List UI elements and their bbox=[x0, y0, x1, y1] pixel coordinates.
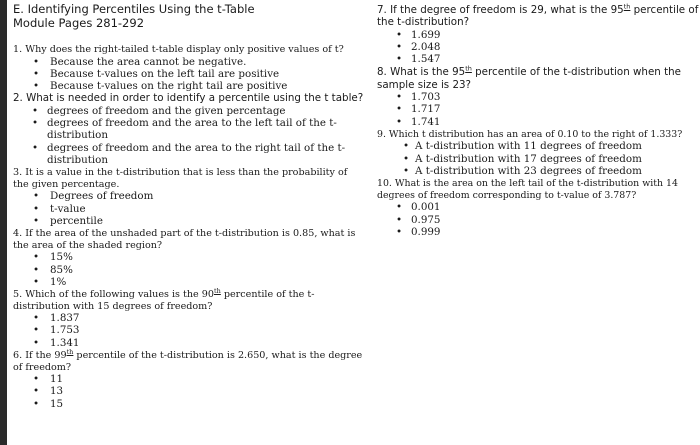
bullet-icon: • bbox=[33, 312, 40, 325]
options-list bbox=[13, 312, 365, 349]
option[interactable]: • A t-distribution with 17 degrees of freedom bbox=[403, 152, 642, 165]
bullet-icon: • bbox=[33, 214, 40, 227]
question-9 bbox=[377, 129, 700, 177]
bullet-icon: • bbox=[32, 141, 39, 154]
question-text: 4. If the area of the unshaded part of the t-distribution is 0.85, what is the area of the shaded region? bbox=[13, 228, 356, 251]
options-list bbox=[13, 105, 365, 166]
option[interactable]: • degrees of freedom and the area to the right tail of the t-distribution bbox=[32, 141, 346, 167]
option[interactable]: • A t-distribution with 23 degrees of freedom bbox=[403, 165, 642, 178]
option[interactable]: • 0.975 bbox=[396, 213, 441, 226]
bullet-icon: • bbox=[33, 80, 40, 93]
bullet-icon: • bbox=[396, 91, 403, 104]
question-text: 10. What is the area on the left tail of the t-distribution with 14 degrees of freedom corresponding to t-value of 3.787? bbox=[377, 178, 678, 201]
option[interactable]: • 1.703 bbox=[396, 91, 441, 104]
option[interactable]: • degrees of freedom and the area to the left tail of the t-distribution bbox=[32, 117, 337, 142]
option[interactable]: • degrees of freedom and the given percentage bbox=[32, 104, 286, 117]
option[interactable]: • 1.341 bbox=[33, 336, 80, 349]
bullet-icon: • bbox=[33, 324, 40, 337]
left-edge-bar bbox=[0, 0, 7, 445]
option[interactable]: • 1.837 bbox=[33, 312, 80, 325]
option[interactable]: • Because t-values on the right tail are positive bbox=[33, 80, 288, 93]
bullet-icon: • bbox=[33, 67, 40, 80]
question-2 bbox=[13, 93, 365, 166]
question-5 bbox=[13, 286, 365, 349]
question-text: 9. Which t distribution has an area of 0.10 to the right of 1.333? bbox=[377, 128, 683, 140]
option[interactable]: • 15% bbox=[33, 251, 73, 264]
options-list bbox=[377, 29, 700, 66]
bullet-icon: • bbox=[396, 201, 403, 214]
option[interactable]: • 1.741 bbox=[396, 115, 441, 128]
options-list bbox=[13, 251, 365, 288]
bullet-icon: • bbox=[32, 117, 39, 130]
bullet-icon: • bbox=[33, 275, 40, 288]
option[interactable]: • 0.001 bbox=[396, 201, 441, 214]
option[interactable]: • 85% bbox=[33, 263, 73, 276]
bullet-icon: • bbox=[33, 336, 40, 349]
bullet-icon: • bbox=[33, 202, 40, 215]
option[interactable]: • A t-distribution with 11 degrees of freedom bbox=[403, 140, 642, 153]
option[interactable]: • 15 bbox=[33, 397, 64, 410]
option[interactable]: • 1.547 bbox=[396, 53, 441, 66]
bullet-icon: • bbox=[33, 251, 40, 264]
options-list bbox=[377, 140, 700, 177]
bullet-icon: • bbox=[33, 263, 40, 276]
bullet-icon: • bbox=[396, 28, 403, 41]
question-text: 2. What is needed in order to identify a percentile using the t table? bbox=[13, 92, 364, 105]
bullet-icon: • bbox=[33, 373, 40, 386]
option[interactable]: • 1% bbox=[33, 275, 67, 288]
option[interactable]: • Because t-values on the left tail are positive bbox=[33, 67, 280, 80]
option[interactable]: • 1.717 bbox=[396, 103, 441, 116]
bullet-icon: • bbox=[32, 104, 39, 117]
options-list bbox=[13, 56, 365, 93]
option[interactable]: • 13 bbox=[33, 385, 64, 398]
bullet-icon: • bbox=[33, 385, 40, 398]
bullet-icon: • bbox=[33, 55, 40, 68]
option[interactable]: • 2.048 bbox=[396, 40, 441, 53]
question-10 bbox=[377, 178, 700, 238]
options-list bbox=[13, 373, 365, 410]
option[interactable]: • 0.999 bbox=[396, 225, 441, 238]
bullet-icon: • bbox=[403, 165, 410, 178]
option[interactable]: • percentile bbox=[33, 214, 103, 227]
option[interactable]: • 11 bbox=[33, 373, 64, 386]
option[interactable]: • 1.699 bbox=[396, 28, 441, 41]
question-3 bbox=[13, 167, 365, 227]
question-text: 1. Why does the right-tailed t-table display only positive values of t? bbox=[13, 44, 344, 55]
bullet-icon: • bbox=[403, 140, 410, 153]
bullet-icon: • bbox=[396, 53, 403, 66]
question-7 bbox=[377, 4, 700, 65]
question-text: 7. If the degree of freedom is 29, what is the 95th percentile of the t-distribution? bbox=[377, 2, 699, 29]
section-title: E. Identifying Percentiles Using the t-Table bbox=[13, 2, 255, 16]
options-list bbox=[377, 201, 700, 238]
options-list bbox=[13, 190, 365, 227]
options-list bbox=[377, 91, 700, 128]
question-4 bbox=[13, 228, 365, 288]
question-6 bbox=[13, 347, 365, 410]
question-8 bbox=[377, 66, 700, 127]
module-pages: Module Pages 281-292 bbox=[13, 15, 145, 30]
question-text: 6. If the 99th percentile of the t-distribution is 2.650, what is the degree of freedom? bbox=[13, 347, 363, 373]
question-text: 5. Which of the following values is the 90th percentile of the t-distribution with 15 degrees of freedom? bbox=[13, 286, 315, 312]
right-column bbox=[377, 3, 700, 238]
option[interactable]: • t-value bbox=[33, 202, 86, 215]
option[interactable]: • Because the area cannot be negative. bbox=[33, 55, 247, 68]
bullet-icon: • bbox=[33, 397, 40, 410]
bullet-icon: • bbox=[33, 190, 40, 203]
question-text: 8. What is the 95th percentile of the t-distribution when the sample size is 23? bbox=[377, 65, 681, 91]
left-column bbox=[13, 3, 365, 410]
bullet-icon: • bbox=[396, 213, 403, 226]
option[interactable]: • Degrees of freedom bbox=[33, 190, 154, 203]
bullet-icon: • bbox=[396, 225, 403, 238]
bullet-icon: • bbox=[396, 40, 403, 53]
bullet-icon: • bbox=[396, 115, 403, 128]
bullet-icon: • bbox=[396, 103, 403, 116]
bullet-icon: • bbox=[403, 152, 410, 165]
option[interactable]: • 1.753 bbox=[33, 324, 80, 337]
question-1 bbox=[13, 44, 365, 92]
question-text: 3. It is a value in the t-distribution that is less than the probability of the given percentage. bbox=[13, 167, 348, 190]
